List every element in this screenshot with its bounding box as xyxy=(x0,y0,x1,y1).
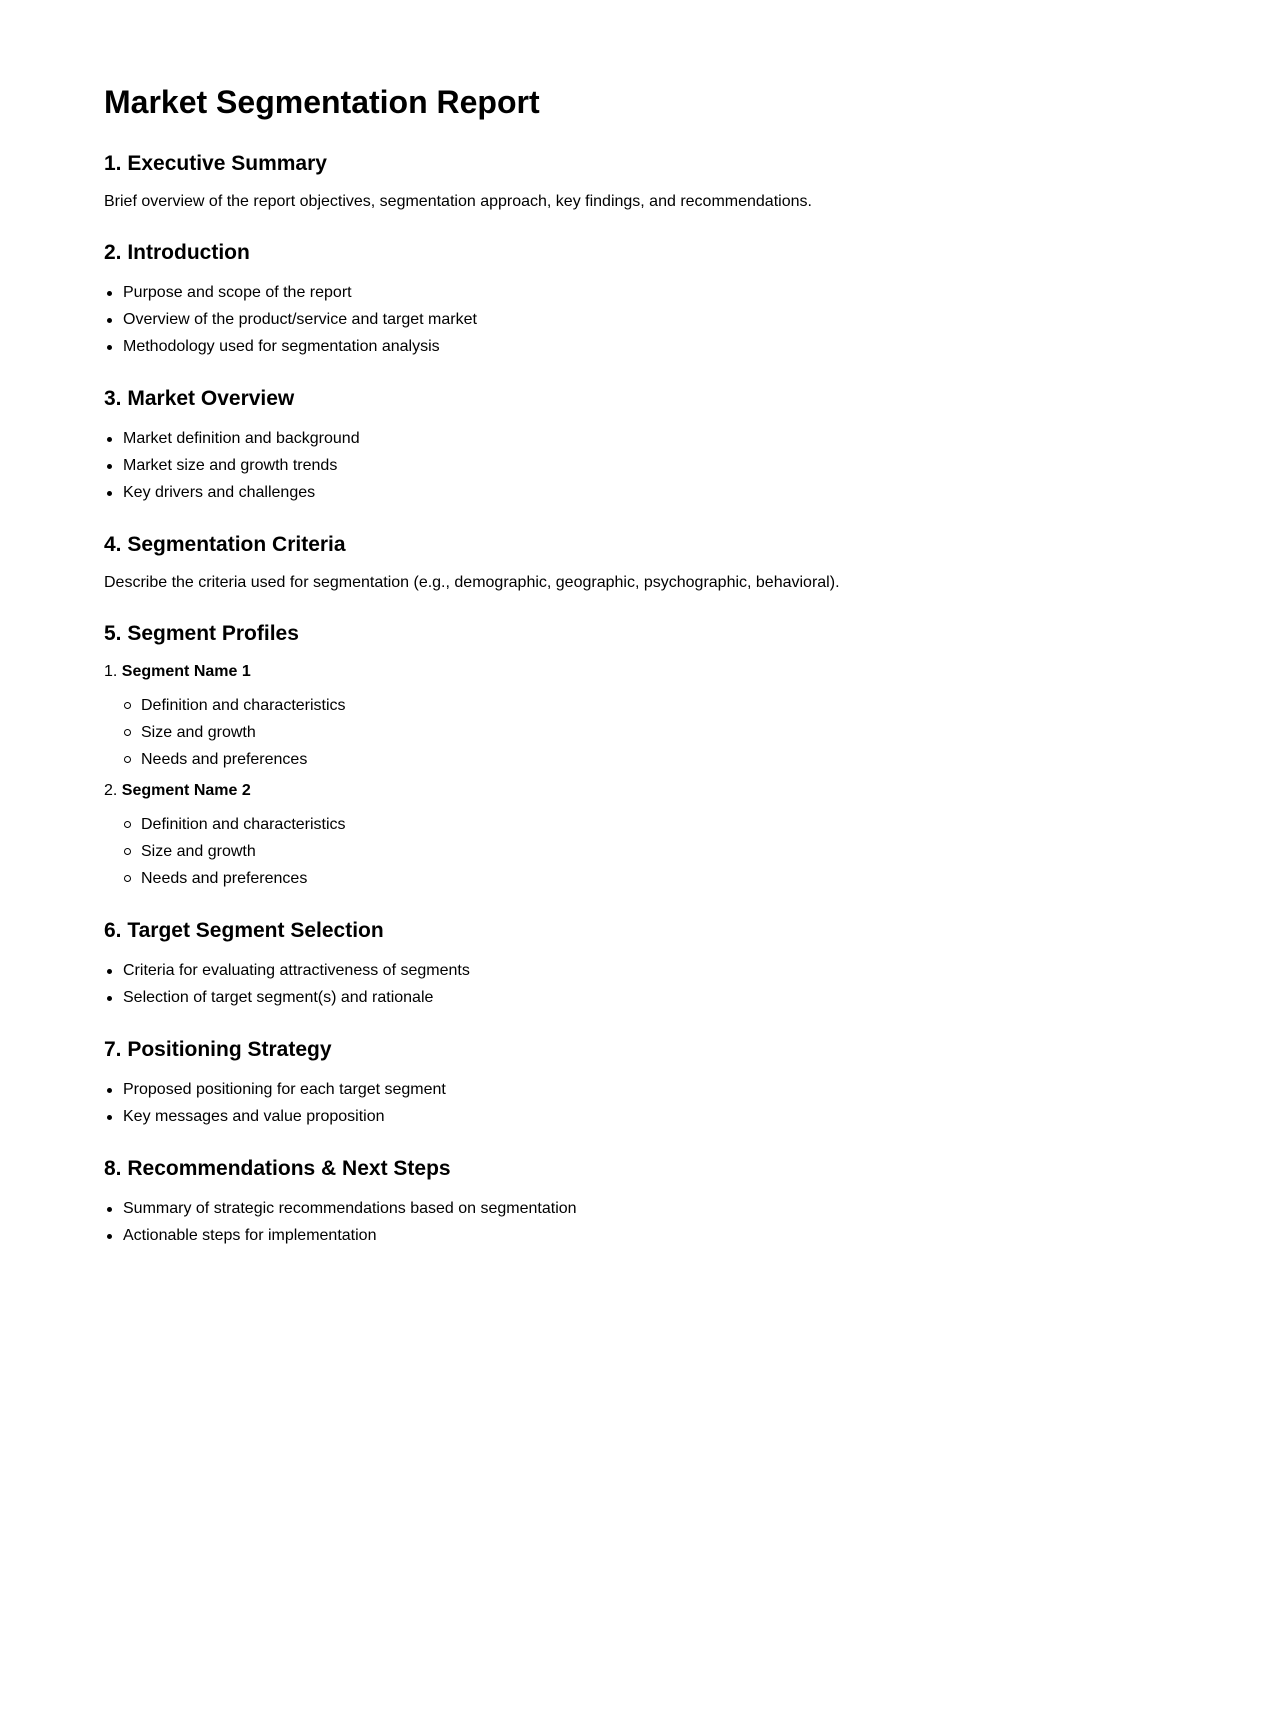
segment-name: Segment Name 1 xyxy=(121,663,251,680)
section-market-overview xyxy=(104,385,1263,506)
list-item: Definition and characteristics xyxy=(123,692,1263,719)
segment-number: 2. xyxy=(104,782,118,799)
segment-item xyxy=(104,779,1263,892)
section-paragraph: Brief overview of the report objectives, segmentation approach, key findings, and recommendations. xyxy=(104,193,812,210)
list-item: Summary of strategic recommendations based on segmentation xyxy=(104,1195,1263,1222)
section-introduction xyxy=(104,239,1263,360)
section-heading: 2. Introduction xyxy=(104,241,250,264)
segment-header xyxy=(104,779,1263,803)
bullet-list xyxy=(104,279,1263,360)
sub-bullet-list xyxy=(104,811,1263,892)
section-heading: 1. Executive Summary xyxy=(104,152,327,175)
section-paragraph: Describe the criteria used for segmentation (e.g., demographic, geographic, psychographic, behavioral). xyxy=(104,574,840,591)
bullet-list xyxy=(104,425,1263,506)
section-executive-summary xyxy=(104,150,1263,214)
list-item: Methodology used for segmentation analysis xyxy=(104,333,1263,360)
section-heading: 4. Segmentation Criteria xyxy=(104,533,346,556)
section-heading: 3. Market Overview xyxy=(104,387,295,410)
list-item: Selection of target segment(s) and rationale xyxy=(104,984,1263,1011)
section-recommendations xyxy=(104,1155,1263,1249)
list-item: Market definition and background xyxy=(104,425,1263,452)
list-item: Proposed positioning for each target segment xyxy=(104,1076,1263,1103)
list-item: Key messages and value proposition xyxy=(104,1103,1263,1130)
section-target-segment-selection xyxy=(104,917,1263,1011)
segment-number: 1. xyxy=(104,663,118,680)
section-positioning-strategy xyxy=(104,1036,1263,1130)
list-item: Overview of the product/service and target market xyxy=(104,306,1263,333)
section-heading: 6. Target Segment Selection xyxy=(104,919,384,942)
bullet-list xyxy=(104,1076,1263,1130)
list-item: Size and growth xyxy=(123,719,1263,746)
section-segmentation-criteria xyxy=(104,531,1263,595)
segment-name: Segment Name 2 xyxy=(121,782,251,799)
segment-item xyxy=(104,660,1263,773)
segment-list xyxy=(104,660,1263,892)
list-item: Criteria for evaluating attractiveness of segments xyxy=(104,957,1263,984)
list-item: Definition and characteristics xyxy=(123,811,1263,838)
list-item: Key drivers and challenges xyxy=(104,479,1263,506)
list-item: Market size and growth trends xyxy=(104,452,1263,479)
list-item: Size and growth xyxy=(123,838,1263,865)
sub-bullet-list xyxy=(104,692,1263,773)
section-segment-profiles xyxy=(104,620,1263,892)
list-item: Needs and preferences xyxy=(123,865,1263,892)
page-title: Market Segmentation Report xyxy=(104,84,540,120)
list-item: Needs and preferences xyxy=(123,746,1263,773)
list-item: Actionable steps for implementation xyxy=(104,1222,1263,1249)
section-heading: 7. Positioning Strategy xyxy=(104,1038,332,1061)
section-heading: 8. Recommendations & Next Steps xyxy=(104,1157,451,1180)
segment-header xyxy=(104,660,1263,684)
list-item: Purpose and scope of the report xyxy=(104,279,1263,306)
bullet-list xyxy=(104,957,1263,1011)
section-heading: 5. Segment Profiles xyxy=(104,622,299,645)
bullet-list xyxy=(104,1195,1263,1249)
